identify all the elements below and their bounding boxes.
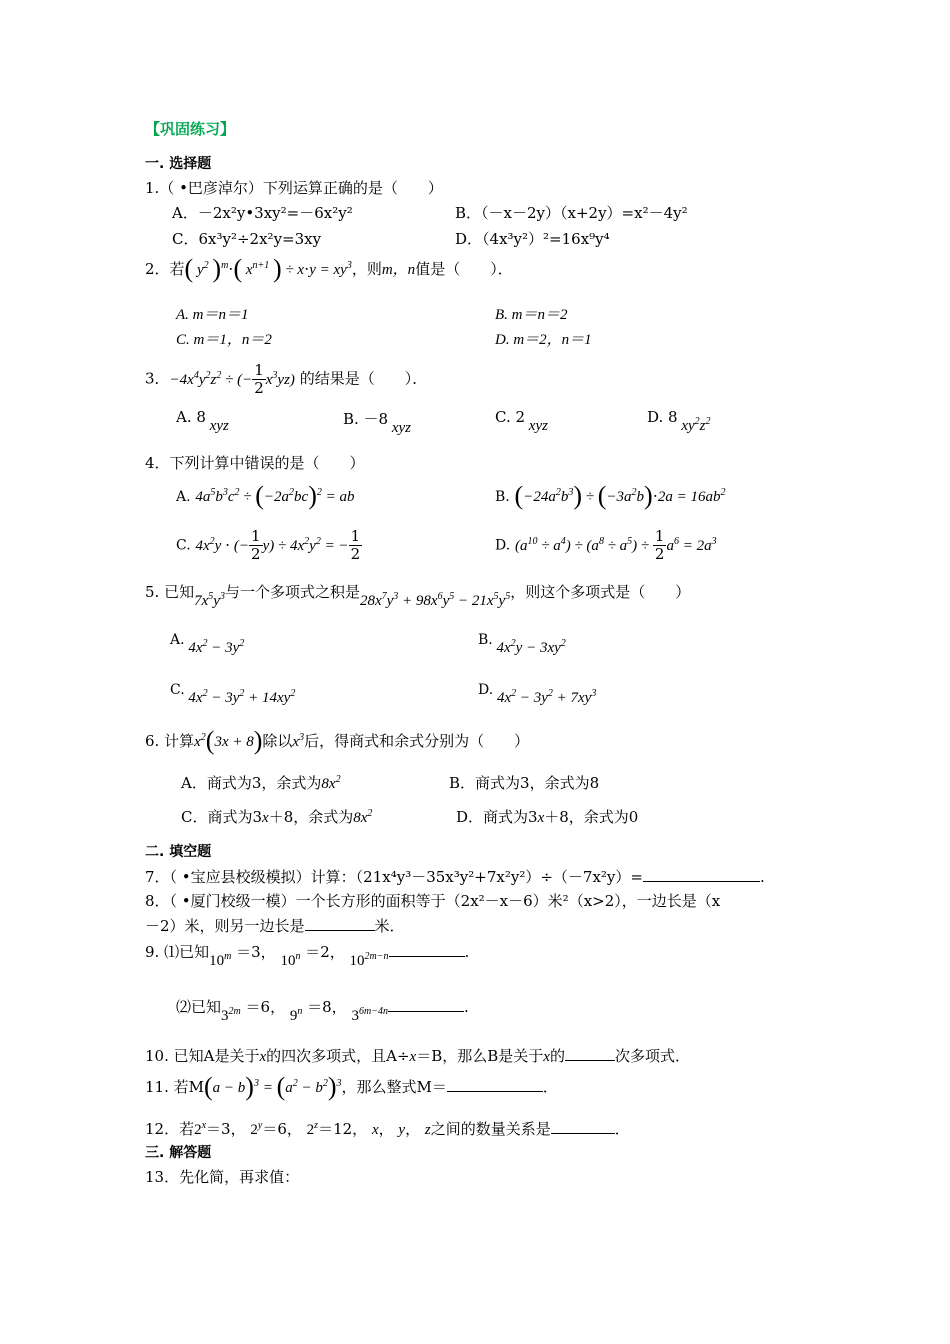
q2-number: 2．若 (145, 260, 185, 278)
q6-option-d: D．商式为3x＋8，余式为0 (456, 808, 639, 826)
q3-option-a: A. 8 xyz (176, 408, 229, 434)
q10-blank[interactable] (565, 1045, 615, 1061)
section-answer: 三. 解答题 (145, 1145, 212, 1161)
q9-blank-1[interactable] (389, 941, 465, 957)
q13-stem: 13．先化简，再求值： (145, 1168, 300, 1186)
q2-option-b: B. m＝n＝2 (495, 307, 568, 323)
q2-stem: 2．若( $y^2$ )$^m$⋅( $x^{n+1}$ ) ÷ $x\cdot y = xy^3$，则m，n值是（ ）． (145, 254, 513, 283)
q2-option-a: A. m＝n＝1 (176, 307, 249, 323)
q9-part1: 9. ⑴已知10$^m$ ＝3， 10$^n$ ＝2， $10^{2m-n}$ . (145, 943, 470, 969)
q5-tail: ，则这个多项式是（ ） (510, 583, 691, 601)
q1-option-a: A．－2x²y•3xy²=－6x²y² (172, 204, 353, 222)
q3-option-d: D. 8 $xy^2z^2$ (647, 408, 711, 434)
q8-line2: －2）米，则另一边长是 米． (145, 917, 405, 935)
q5-stem: 5. 已知$7x^5y^3$与一个多项式之积是$28x^7y^3 + 98x^6y^5 - 21x^5y^5$，则这个多项式是（ ） (145, 583, 691, 609)
q5-number: 5. 已知 (145, 583, 195, 601)
q6-number: 6. 计算 (145, 732, 195, 750)
q4-stem: 4．下列计算中错误的是（ ） (145, 454, 365, 472)
q1-stem: 1.（ •巴彦淖尔）下列运算正确的是（ ） (145, 179, 443, 197)
q2-tail2: 值是（ ）． (415, 260, 513, 278)
q7-blank[interactable] (643, 866, 760, 882)
q3-number: 3． (145, 369, 170, 388)
q2-option-c: C. m＝1，n＝2 (176, 332, 272, 348)
q1-option-d: D．（4x³y²）²=16x⁹y⁴ (455, 230, 610, 248)
q8-line1: 8．（ •厦门校级一模）一个长方形的面积等于（2x²－x－6）米²（x>2），一边长是（x (145, 892, 721, 910)
q5-mid: 与一个多项式之积是 (224, 583, 360, 601)
q5-option-c: C. $4x^2 - 3y^2 + 14xy^2$ (170, 682, 296, 706)
q3-option-c: C. 2 xyz (495, 408, 548, 434)
q12-blank[interactable] (551, 1118, 615, 1134)
q4-option-a: A. $4a^5b^3c^2 \div (-2a^2bc)^2$ = ab (176, 481, 355, 510)
q4-option-c: C. $4x^2y$ ⋅ (− $\frac{1}{2}$ $y) \div 4x^2y^2$ = − $\frac{1}{2}$ (176, 527, 361, 563)
q6-tail: 后，得商式和余式分别为（ ） (304, 732, 530, 750)
q3-tail: 的结果是（ ）． (299, 369, 428, 388)
q6-option-a: A．商式为3，余式为$8x^2$ (181, 774, 341, 792)
q3-option-b: B. －8 xyz (343, 410, 412, 436)
q2-mn: m，n (381, 262, 416, 278)
q11-blank[interactable] (447, 1076, 543, 1092)
q5-option-d: D. $4x^2 - 3y^2 + 7xy^3$ (478, 682, 597, 706)
q6-stem: 6. 计算$x^2(3x + 8)$除以$x^3$后，得商式和余式分别为（ ） (145, 726, 530, 755)
q4-option-d: D. $(a^{10} \div a^4) \div (a^8 \div a^5)$ ÷ $\frac{1}{2}$ $a^6 = 2a^3$ (495, 527, 717, 563)
section-title: 【巩固练习】 (145, 120, 236, 138)
q5-option-a: A. $4x^2 - 3y^2$ (170, 632, 245, 656)
q7-stem: 7．（ •宝应县校级模拟）计算：（21x⁴y³－35x³y²+7x²y²）÷（－7x²y）= . (145, 868, 765, 886)
section-fill: 二. 填空题 (145, 844, 212, 860)
q6-option-b: B．商式为3，余式为8 (449, 774, 600, 792)
q2-tail: ，则 (351, 260, 382, 278)
q6-mid: 除以 (262, 732, 293, 750)
q9-part2: ⑵已知$3^{2m} =6$， 9$^n$ ＝8， $3^{6m-4n}$ . (176, 998, 469, 1024)
q6-option-c: C．商式为3x＋8，余式为$8x^2$ (181, 808, 373, 826)
q12-stem: 12．若$2^x=3$， $2^y=6$， $2^z=12$， x， y， z之间的数量关系是 ． (145, 1120, 630, 1138)
q4-option-b: B. $(-24a^2b^3) \div (-3a^2b)\cdot 2a = 16ab^2$ (495, 481, 726, 510)
q1-option-c: C．6x³y²÷2x²y=3xy (172, 230, 322, 248)
q9-blank-2[interactable] (388, 996, 464, 1012)
q8-blank[interactable] (305, 915, 375, 931)
q10-stem: 10. 已知A是关于x的四次多项式，且A÷x＝B，那么B是关于x的 次多项式． (145, 1047, 690, 1065)
q1-option-b: B．（－x－2y）（x+2y）=x²－4y² (455, 204, 688, 222)
q2-option-d: D. m＝2，n＝1 (495, 332, 592, 348)
q5-option-b: B. $4x^2y - 3xy^2$ (478, 632, 566, 656)
q3-stem: 3．$-4x^4y^2z^2$ ÷ (− $\frac{1}{2}$ $x^3yz$) 的结果是（ ）． (145, 361, 428, 397)
section-choice: 一. 选择题 (145, 156, 212, 172)
q11-stem: 11. 若$M(a - b)^3 = (a^2 - b^2)^3$，那么整式M＝ ． (145, 1072, 558, 1101)
